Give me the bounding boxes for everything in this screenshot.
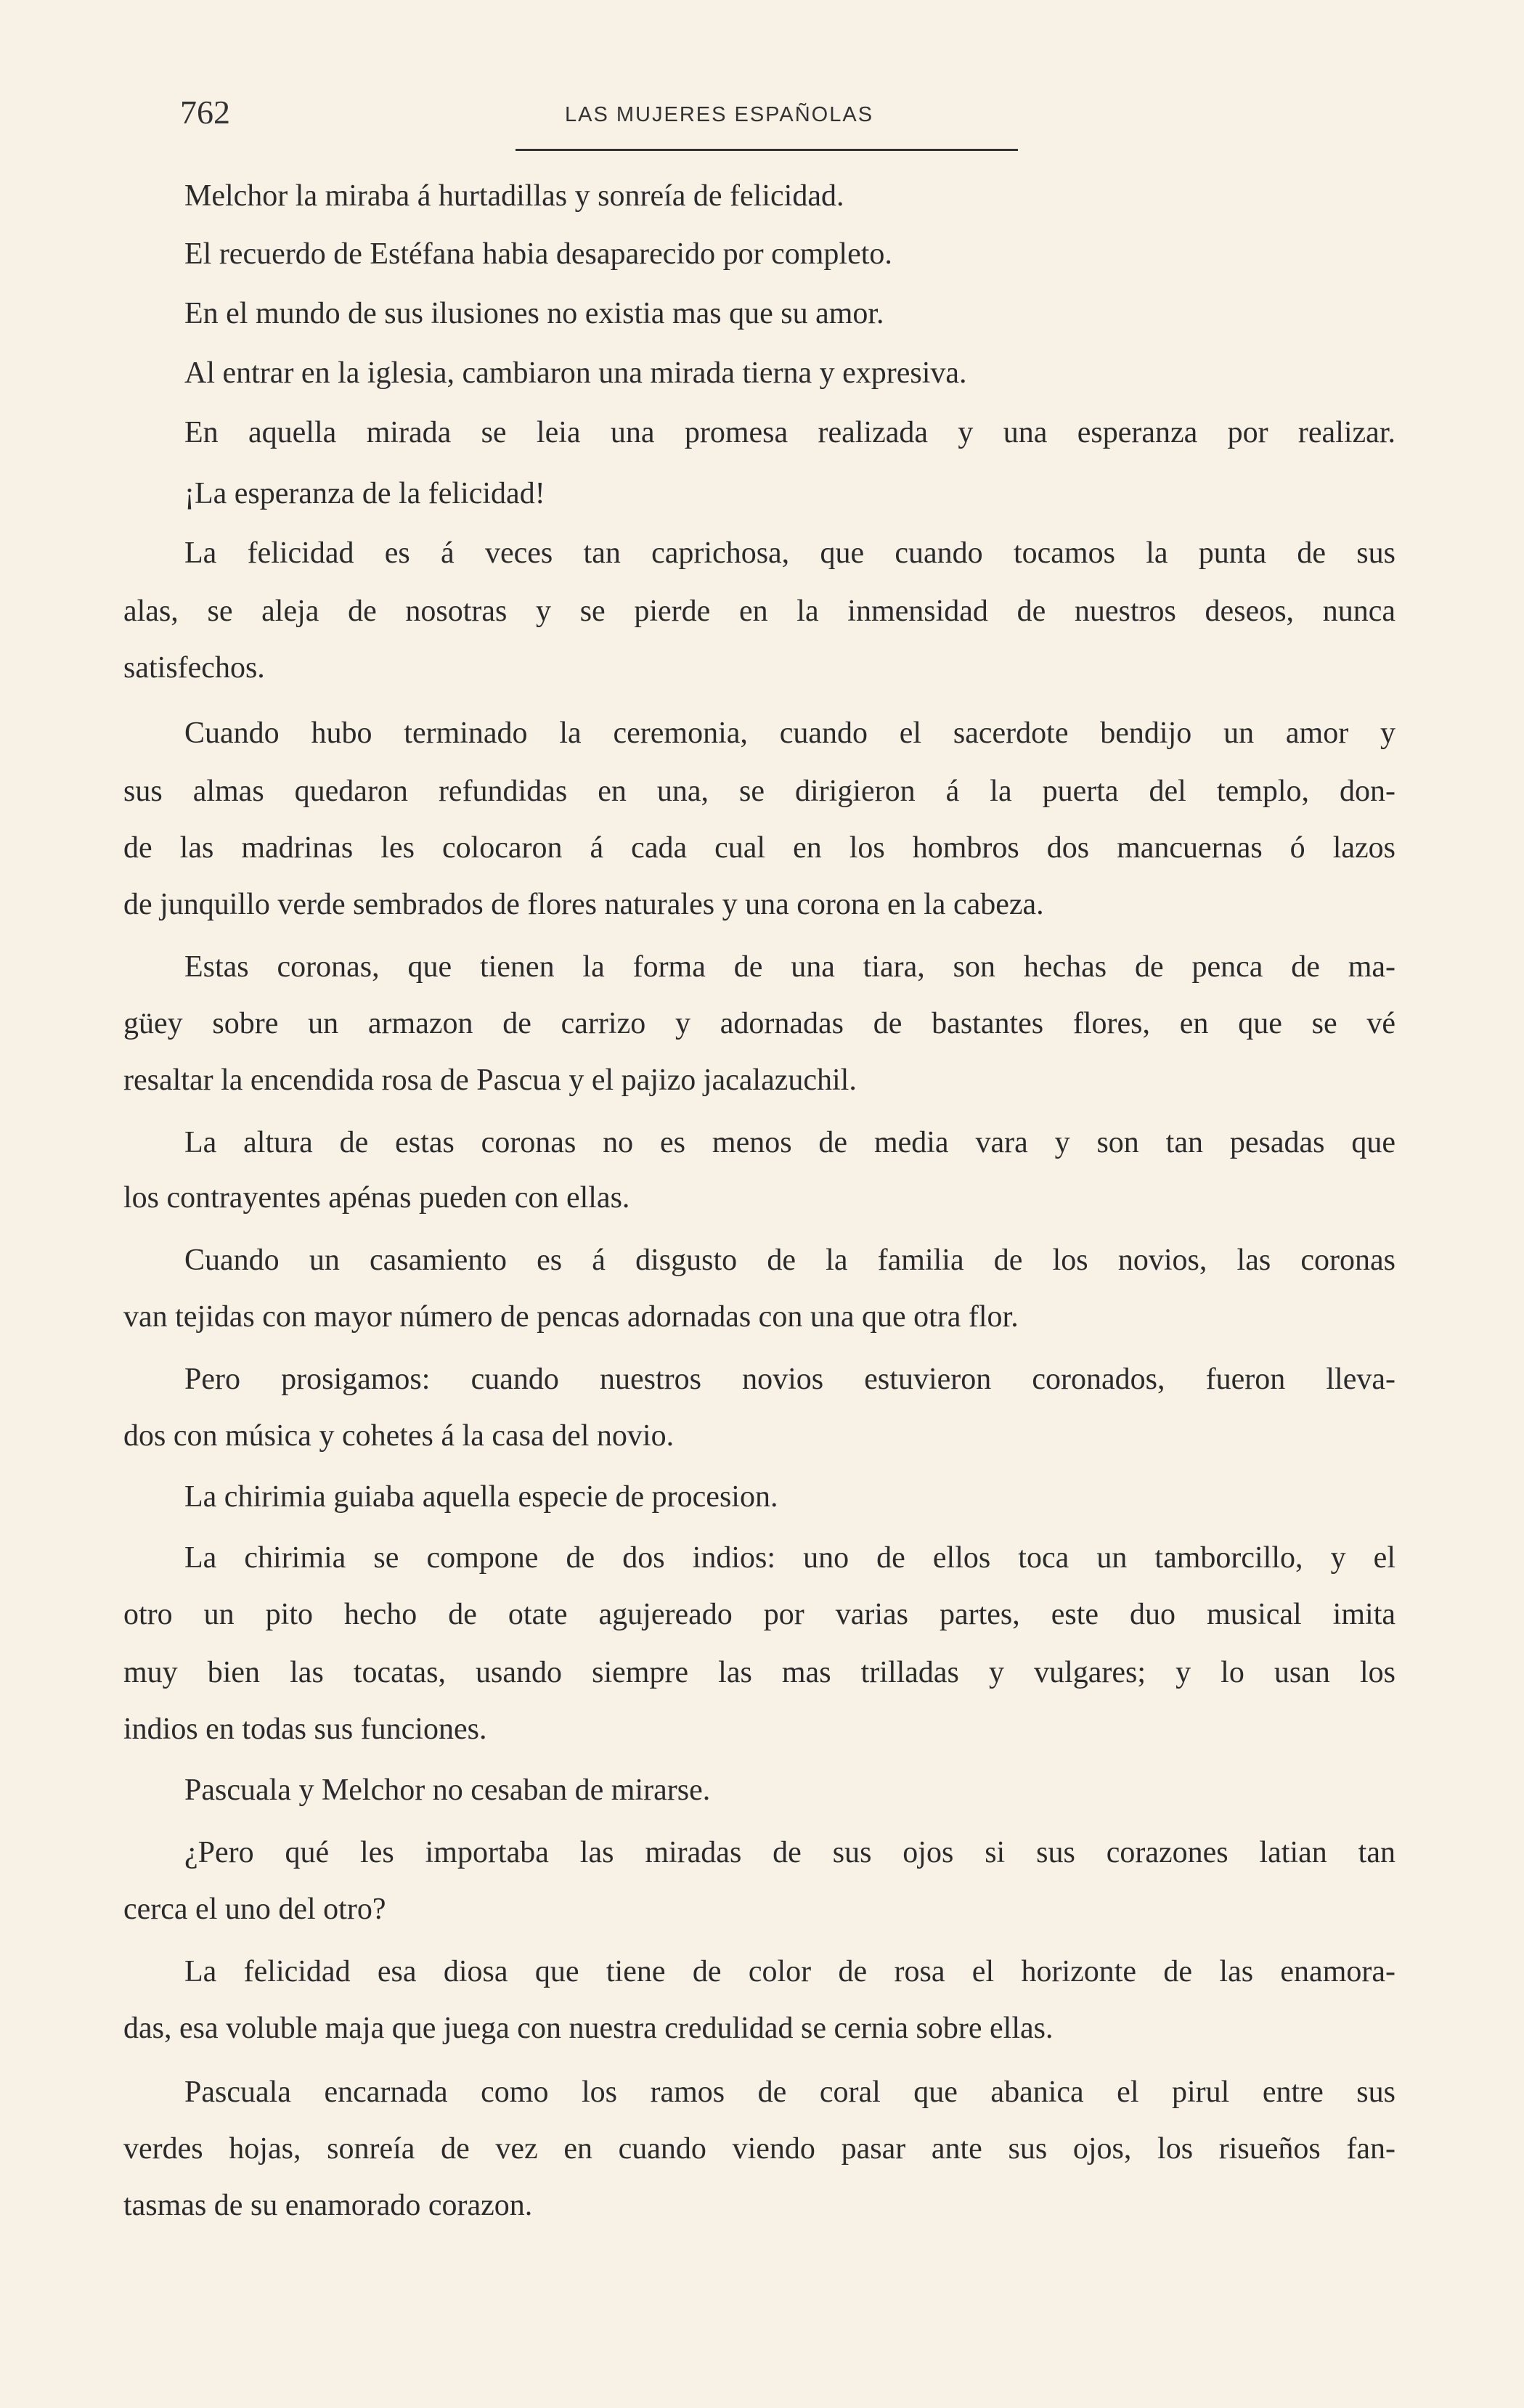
header-rule <box>516 149 1018 151</box>
text-line: van tejidas con mayor número de pencas adornadas con una que otra flor. <box>123 1300 1019 1334</box>
text-line: Al entrar en la iglesia, cambiaron una mirada tierna y expresiva. <box>184 356 967 390</box>
text-line: sus almas quedaron refundidas en una, se dirigieron á la puerta del templo, don- <box>123 775 1395 808</box>
text-line: tasmas de su enamorado corazon. <box>123 2189 533 2222</box>
text-line: indios en todas sus funciones. <box>123 1713 487 1746</box>
text-line: ¿Pero qué les importaba las miradas de sus ojos si sus corazones latian tan <box>184 1836 1395 1869</box>
text-line: de junquillo verde sembrados de flores naturales y una corona en la cabeza. <box>123 888 1044 921</box>
page-header <box>180 93 1015 151</box>
text-line: Cuando hubo terminado la ceremonia, cuando el sacerdote bendijo un amor y <box>184 717 1395 750</box>
text-line: La chirimia guiaba aquella especie de procesion. <box>184 1480 778 1514</box>
text-line: los contrayentes apénas pueden con ellas. <box>123 1181 630 1215</box>
text-line: alas, se aleja de nosotras y se pierde en la inmensidad de nuestros deseos, nunca <box>123 595 1395 628</box>
text-line: muy bien las tocatas, usando siempre las mas trilladas y vulgares; y lo usan los <box>123 1656 1395 1689</box>
text-line: La felicidad es á veces tan caprichosa, que cuando tocamos la punta de sus <box>184 536 1395 570</box>
text-line: verdes hojas, sonreía de vez en cuando viendo pasar ante sus ojos, los risueños fan- <box>123 2132 1395 2166</box>
text-line: cerca el uno del otro? <box>123 1893 386 1926</box>
text-line: das, esa voluble maja que juega con nuestra credulidad se cernia sobre ellas. <box>123 2012 1054 2045</box>
text-line: resaltar la encendida rosa de Pascua y el pajizo jacalazuchil. <box>123 1064 857 1097</box>
text-line: Pascuala y Melchor no cesaban de mirarse. <box>184 1774 711 1807</box>
text-line: satisfechos. <box>123 651 265 685</box>
text-line: de las madrinas les colocaron á cada cual en los hombros dos mancuernas ó lazos <box>123 831 1395 865</box>
text-line: La felicidad esa diosa que tiene de color de rosa el horizonte de las enamora- <box>184 1955 1395 1988</box>
text-line: ¡La esperanza de la felicidad! <box>184 477 545 510</box>
text-line: En aquella mirada se leia una promesa realizada y una esperanza por realizar. <box>184 416 1395 449</box>
text-line: dos con música y cohetes á la casa del novio. <box>123 1419 675 1453</box>
text-line: La altura de estas coronas no es menos de media vara y son tan pesadas que <box>184 1126 1395 1159</box>
text-line: El recuerdo de Estéfana habia desaparecido por completo. <box>184 237 892 271</box>
text-line: Pero prosigamos: cuando nuestros novios estuvieron coronados, fueron lleva- <box>184 1363 1395 1396</box>
text-line: güey sobre un armazon de carrizo y adornadas de bastantes flores, en que se vé <box>123 1007 1395 1040</box>
page-number: 762 <box>180 94 230 131</box>
text-line: La chirimia se compone de dos indios: uno de ellos toca un tamborcillo, y el <box>184 1541 1395 1575</box>
text-line: Cuando un casamiento es á disgusto de la familia de los novios, las coronas <box>184 1244 1395 1277</box>
text-line: En el mundo de sus ilusiones no existia mas que su amor. <box>184 297 884 330</box>
text-line: Estas coronas, que tienen la forma de una tiara, son hechas de penca de ma- <box>184 950 1395 984</box>
text-line: otro un pito hecho de otate agujereado por varias partes, este duo musical imita <box>123 1598 1395 1631</box>
text-line: Pascuala encarnada como los ramos de coral que abanica el pirul entre sus <box>184 2076 1395 2109</box>
running-head: LAS MUJERES ESPAÑOLAS <box>565 103 874 126</box>
text-line: Melchor la miraba á hurtadillas y sonreía de felicidad. <box>184 179 844 213</box>
